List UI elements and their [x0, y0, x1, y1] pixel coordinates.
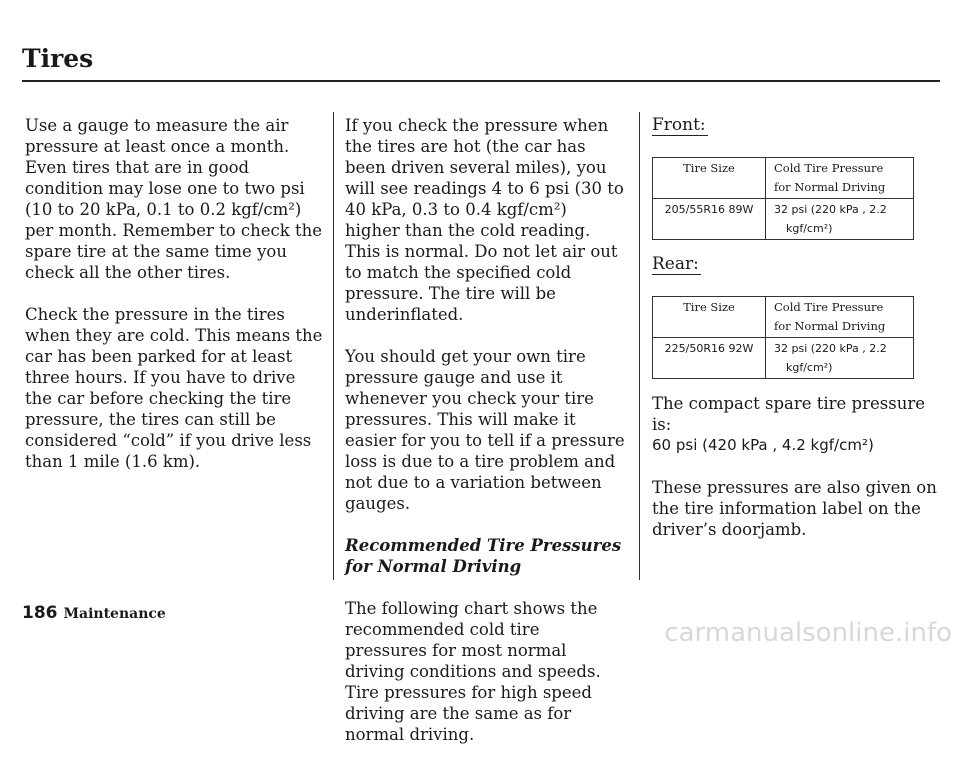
subheading-recommended: Recommended Tire Pressures for Normal Driving	[345, 536, 622, 576]
watermark: carmanualsonline.info	[664, 618, 952, 648]
spare-pressure-value: 60 psi (420 kPa , 4.2 kgf/cm²)	[652, 436, 874, 454]
header-rule	[22, 80, 940, 82]
section-name: Maintenance	[63, 606, 166, 622]
rear-pressure-table	[652, 296, 914, 379]
paragraph-gauge: Use a gauge to measure the air pressure at least once a month. Even tires that are in good condition may lose one to two psi (10 to 20 kPa, 0.1 to 0.2 kgf/cm²) per month. Remember to check the spare tire at the same time you check all the other tires.	[25, 116, 323, 282]
paragraph-chart-intro: The following chart shows the recommended cold tire pressures for most normal driving conditions and speeds. Tire pressures for high speed driving are the same as for normal driving.	[345, 599, 601, 744]
table-header-pressure: Cold Tire Pressure for Normal Driving	[766, 158, 914, 199]
column-2	[345, 115, 625, 766]
table-header-size: Tire Size	[653, 158, 766, 199]
table-cell-pressure: 32 psi (220 kPa , 2.2 kgf/cm²)	[766, 199, 914, 240]
paragraph-label-location: These pressures are also given on the tire information label on the driver’s doorjamb.	[652, 478, 937, 539]
page-footer	[22, 603, 166, 623]
table-cell-pressure: 32 psi (220 kPa , 2.2 kgf/cm²)	[766, 338, 914, 379]
column-3	[652, 115, 942, 561]
table-row	[653, 199, 914, 240]
paragraph-own-gauge: You should get your own tire pressure gauge and use it whenever you check your tire pressures. This will make it easier for you to tell if a pressure loss is due to a tire problem and not due to a variation between gauges.	[345, 347, 625, 513]
table-row	[653, 338, 914, 379]
rear-label: Rear:	[652, 254, 699, 274]
page-number: 186	[22, 603, 58, 623]
page-title: Tires	[22, 44, 94, 73]
table-header-size: Tire Size	[653, 297, 766, 338]
column-divider-1	[333, 112, 334, 580]
table-row	[653, 297, 914, 338]
table-row	[653, 158, 914, 199]
table-header-pressure: Cold Tire Pressure for Normal Driving	[766, 297, 914, 338]
paragraph-hot-check: If you check the pressure when the tires are hot (the car has been driven several miles), you will see readings 4 to 6 psi (30 to 40 kPa, 0.3 to 0.4 kgf/cm²) higher than the cold reading. This is normal. Do not let air out to match the specified cold pressure. The tire will be underinflated.	[345, 116, 624, 324]
column-1	[25, 115, 325, 493]
column-divider-2	[639, 112, 640, 580]
front-label: Front:	[652, 115, 706, 135]
paragraph-cold-check: Check the pressure in the tires when they are cold. This means the car has been parked for at least three hours. If you have to drive the car before checking the tire pressure, the tires can still be considered “cold” if you drive less than 1 mile (1.6 km).	[25, 305, 323, 471]
front-pressure-table	[652, 157, 914, 240]
spare-intro: The compact spare tire pressure is:	[652, 394, 925, 434]
table-cell-size: 225/50R16 92W	[653, 338, 766, 379]
table-cell-size: 205/55R16 89W	[653, 199, 766, 240]
